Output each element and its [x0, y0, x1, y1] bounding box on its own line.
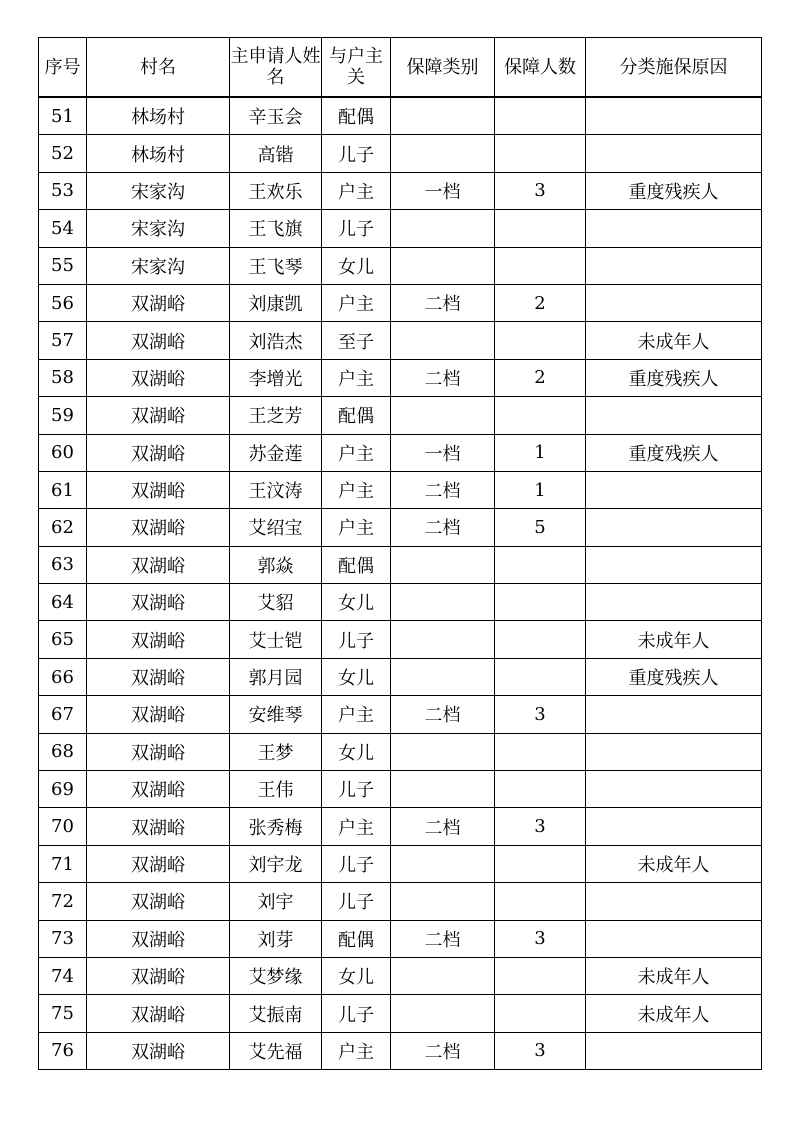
- table-row: [39, 696, 762, 733]
- cell-relation: 户主: [322, 359, 391, 396]
- cell-count: 3: [495, 1032, 586, 1069]
- table-row: [39, 808, 762, 845]
- cell-village: 林场村: [87, 135, 230, 172]
- cell-seq: 61: [39, 471, 87, 508]
- cell-applicant-name: 刘康凯: [230, 284, 322, 321]
- table-row: [39, 584, 762, 621]
- header-count: 保障人数: [495, 38, 586, 98]
- cell-seq: 64: [39, 584, 87, 621]
- cell-relation: 女儿: [322, 733, 391, 770]
- table-row: [39, 172, 762, 209]
- cell-relation: 至子: [322, 322, 391, 359]
- cell-relation: 户主: [322, 1032, 391, 1069]
- cell-relation: 儿子: [322, 771, 391, 808]
- cell-seq: 56: [39, 284, 87, 321]
- cell-seq: 68: [39, 733, 87, 770]
- table-row: [39, 845, 762, 882]
- table-row: [39, 920, 762, 957]
- cell-count: [495, 733, 586, 770]
- cell-category: [391, 135, 495, 172]
- cell-count: 1: [495, 434, 586, 471]
- cell-village: 双湖峪: [87, 957, 230, 994]
- cell-count: 3: [495, 808, 586, 845]
- cell-count: [495, 957, 586, 994]
- cell-village: 双湖峪: [87, 883, 230, 920]
- cell-village: 双湖峪: [87, 584, 230, 621]
- cell-category: [391, 957, 495, 994]
- cell-reason: [586, 771, 762, 808]
- cell-seq: 58: [39, 359, 87, 396]
- header-category: 保障类别: [391, 38, 495, 98]
- header-applicant: 主申请人姓名: [230, 38, 322, 98]
- table-row: [39, 135, 762, 172]
- cell-applicant-name: 王飞旗: [230, 210, 322, 247]
- cell-applicant-name: 刘芽: [230, 920, 322, 957]
- cell-seq: 70: [39, 808, 87, 845]
- table-row: [39, 1032, 762, 1069]
- cell-village: 双湖峪: [87, 1032, 230, 1069]
- cell-applicant-name: 艾绍宝: [230, 509, 322, 546]
- cell-applicant-name: 王汶涛: [230, 471, 322, 508]
- cell-relation: 户主: [322, 808, 391, 845]
- cell-reason: [586, 509, 762, 546]
- cell-category: 二档: [391, 471, 495, 508]
- cell-seq: 60: [39, 434, 87, 471]
- cell-applicant-name: 王芝芳: [230, 397, 322, 434]
- cell-relation: 配偶: [322, 546, 391, 583]
- table-row: [39, 397, 762, 434]
- cell-reason: [586, 920, 762, 957]
- cell-relation: 女儿: [322, 658, 391, 695]
- cell-relation: 户主: [322, 434, 391, 471]
- cell-village: 双湖峪: [87, 808, 230, 845]
- cell-category: [391, 883, 495, 920]
- cell-relation: 儿子: [322, 135, 391, 172]
- cell-count: [495, 210, 586, 247]
- cell-reason: 重度残疾人: [586, 359, 762, 396]
- cell-seq: 55: [39, 247, 87, 284]
- cell-relation: 儿子: [322, 845, 391, 882]
- cell-category: 二档: [391, 808, 495, 845]
- cell-count: [495, 771, 586, 808]
- table-row: [39, 359, 762, 396]
- cell-count: 3: [495, 172, 586, 209]
- cell-count: [495, 97, 586, 135]
- cell-category: [391, 771, 495, 808]
- cell-category: 二档: [391, 509, 495, 546]
- cell-category: [391, 322, 495, 359]
- table-row: [39, 621, 762, 658]
- cell-applicant-name: 辛玉会: [230, 97, 322, 135]
- cell-count: [495, 845, 586, 882]
- cell-applicant-name: 刘浩杰: [230, 322, 322, 359]
- cell-reason: 重度残疾人: [586, 434, 762, 471]
- table-row: [39, 471, 762, 508]
- cell-seq: 57: [39, 322, 87, 359]
- cell-relation: 儿子: [322, 210, 391, 247]
- cell-relation: 儿子: [322, 621, 391, 658]
- cell-count: [495, 322, 586, 359]
- header-reason: 分类施保原因: [586, 38, 762, 98]
- cell-reason: [586, 471, 762, 508]
- cell-village: 林场村: [87, 97, 230, 135]
- cell-seq: 76: [39, 1032, 87, 1069]
- cell-reason: 未成年人: [586, 845, 762, 882]
- cell-village: 双湖峪: [87, 845, 230, 882]
- cell-relation: 户主: [322, 696, 391, 733]
- cell-reason: 重度残疾人: [586, 172, 762, 209]
- table-row: [39, 546, 762, 583]
- cell-reason: 未成年人: [586, 621, 762, 658]
- cell-applicant-name: 艾梦缘: [230, 957, 322, 994]
- cell-village: 双湖峪: [87, 434, 230, 471]
- header-village: 村名: [87, 38, 230, 98]
- cell-village: 双湖峪: [87, 658, 230, 695]
- cell-seq: 73: [39, 920, 87, 957]
- cell-reason: [586, 97, 762, 135]
- cell-category: 二档: [391, 696, 495, 733]
- cell-count: 2: [495, 359, 586, 396]
- cell-seq: 65: [39, 621, 87, 658]
- cell-applicant-name: 王欢乐: [230, 172, 322, 209]
- table-row: [39, 97, 762, 135]
- cell-applicant-name: 王梦: [230, 733, 322, 770]
- cell-village: 双湖峪: [87, 284, 230, 321]
- cell-count: [495, 584, 586, 621]
- cell-category: 二档: [391, 920, 495, 957]
- cell-category: [391, 210, 495, 247]
- cell-relation: 配偶: [322, 397, 391, 434]
- cell-relation: 户主: [322, 471, 391, 508]
- cell-reason: [586, 1032, 762, 1069]
- cell-applicant-name: 刘宇龙: [230, 845, 322, 882]
- cell-reason: [586, 397, 762, 434]
- cell-relation: 户主: [322, 509, 391, 546]
- cell-applicant-name: 郭焱: [230, 546, 322, 583]
- cell-relation: 女儿: [322, 247, 391, 284]
- cell-reason: [586, 733, 762, 770]
- cell-count: [495, 883, 586, 920]
- assistance-roster-table: [38, 37, 762, 1070]
- cell-category: [391, 247, 495, 284]
- cell-seq: 53: [39, 172, 87, 209]
- cell-applicant-name: 李增光: [230, 359, 322, 396]
- table-row: [39, 434, 762, 471]
- cell-seq: 54: [39, 210, 87, 247]
- cell-seq: 66: [39, 658, 87, 695]
- cell-category: [391, 733, 495, 770]
- cell-relation: 女儿: [322, 957, 391, 994]
- cell-category: [391, 658, 495, 695]
- cell-category: [391, 584, 495, 621]
- cell-category: [391, 621, 495, 658]
- cell-applicant-name: 艾先福: [230, 1032, 322, 1069]
- cell-reason: [586, 883, 762, 920]
- table-row: [39, 957, 762, 994]
- cell-category: 一档: [391, 434, 495, 471]
- cell-count: 3: [495, 920, 586, 957]
- cell-seq: 51: [39, 97, 87, 135]
- cell-category: [391, 97, 495, 135]
- cell-applicant-name: 高锴: [230, 135, 322, 172]
- table-row: [39, 658, 762, 695]
- cell-seq: 74: [39, 957, 87, 994]
- cell-relation: 户主: [322, 172, 391, 209]
- cell-count: [495, 135, 586, 172]
- table-row: [39, 284, 762, 321]
- cell-relation: 户主: [322, 284, 391, 321]
- cell-count: 2: [495, 284, 586, 321]
- cell-seq: 71: [39, 845, 87, 882]
- cell-village: 双湖峪: [87, 359, 230, 396]
- header-seq: 序号: [39, 38, 87, 98]
- cell-village: 双湖峪: [87, 397, 230, 434]
- cell-seq: 69: [39, 771, 87, 808]
- cell-reason: [586, 546, 762, 583]
- cell-applicant-name: 王伟: [230, 771, 322, 808]
- cell-village: 双湖峪: [87, 771, 230, 808]
- cell-reason: [586, 247, 762, 284]
- cell-village: 双湖峪: [87, 621, 230, 658]
- table-row: [39, 771, 762, 808]
- cell-relation: 配偶: [322, 920, 391, 957]
- cell-category: [391, 845, 495, 882]
- cell-seq: 75: [39, 995, 87, 1032]
- cell-village: 宋家沟: [87, 172, 230, 209]
- cell-village: 宋家沟: [87, 210, 230, 247]
- cell-category: [391, 995, 495, 1032]
- cell-category: 二档: [391, 1032, 495, 1069]
- header-relation: 与户主关: [322, 38, 391, 98]
- cell-seq: 62: [39, 509, 87, 546]
- table-row: [39, 733, 762, 770]
- cell-village: 双湖峪: [87, 322, 230, 359]
- cell-reason: [586, 584, 762, 621]
- cell-reason: [586, 808, 762, 845]
- table-row: [39, 883, 762, 920]
- cell-applicant-name: 苏金莲: [230, 434, 322, 471]
- cell-applicant-name: 艾貂: [230, 584, 322, 621]
- cell-relation: 儿子: [322, 995, 391, 1032]
- cell-count: [495, 621, 586, 658]
- table-row: [39, 322, 762, 359]
- cell-reason: [586, 210, 762, 247]
- cell-reason: [586, 696, 762, 733]
- table-row: [39, 210, 762, 247]
- cell-seq: 63: [39, 546, 87, 583]
- cell-category: [391, 397, 495, 434]
- cell-reason: 未成年人: [586, 322, 762, 359]
- cell-category: 二档: [391, 359, 495, 396]
- cell-count: 3: [495, 696, 586, 733]
- cell-applicant-name: 艾士铠: [230, 621, 322, 658]
- cell-applicant-name: 王飞琴: [230, 247, 322, 284]
- cell-seq: 67: [39, 696, 87, 733]
- cell-reason: 未成年人: [586, 957, 762, 994]
- cell-count: [495, 995, 586, 1032]
- cell-count: [495, 397, 586, 434]
- cell-village: 双湖峪: [87, 509, 230, 546]
- cell-count: [495, 546, 586, 583]
- cell-applicant-name: 艾振南: [230, 995, 322, 1032]
- cell-relation: 女儿: [322, 584, 391, 621]
- cell-reason: [586, 135, 762, 172]
- cell-reason: [586, 284, 762, 321]
- cell-category: [391, 546, 495, 583]
- table-row: [39, 247, 762, 284]
- cell-count: 5: [495, 509, 586, 546]
- cell-category: 一档: [391, 172, 495, 209]
- cell-applicant-name: 刘宇: [230, 883, 322, 920]
- table-row: [39, 995, 762, 1032]
- cell-count: [495, 247, 586, 284]
- cell-reason: 未成年人: [586, 995, 762, 1032]
- table-row: [39, 509, 762, 546]
- cell-village: 双湖峪: [87, 546, 230, 583]
- cell-village: 双湖峪: [87, 920, 230, 957]
- cell-relation: 配偶: [322, 97, 391, 135]
- cell-applicant-name: 郭月园: [230, 658, 322, 695]
- cell-seq: 52: [39, 135, 87, 172]
- cell-count: 1: [495, 471, 586, 508]
- cell-village: 宋家沟: [87, 247, 230, 284]
- cell-seq: 59: [39, 397, 87, 434]
- cell-village: 双湖峪: [87, 471, 230, 508]
- cell-category: 二档: [391, 284, 495, 321]
- cell-village: 双湖峪: [87, 733, 230, 770]
- cell-count: [495, 658, 586, 695]
- cell-village: 双湖峪: [87, 995, 230, 1032]
- cell-relation: 儿子: [322, 883, 391, 920]
- cell-applicant-name: 安维琴: [230, 696, 322, 733]
- cell-seq: 72: [39, 883, 87, 920]
- cell-applicant-name: 张秀梅: [230, 808, 322, 845]
- cell-village: 双湖峪: [87, 696, 230, 733]
- table-header-row: [39, 38, 762, 98]
- cell-reason: 重度残疾人: [586, 658, 762, 695]
